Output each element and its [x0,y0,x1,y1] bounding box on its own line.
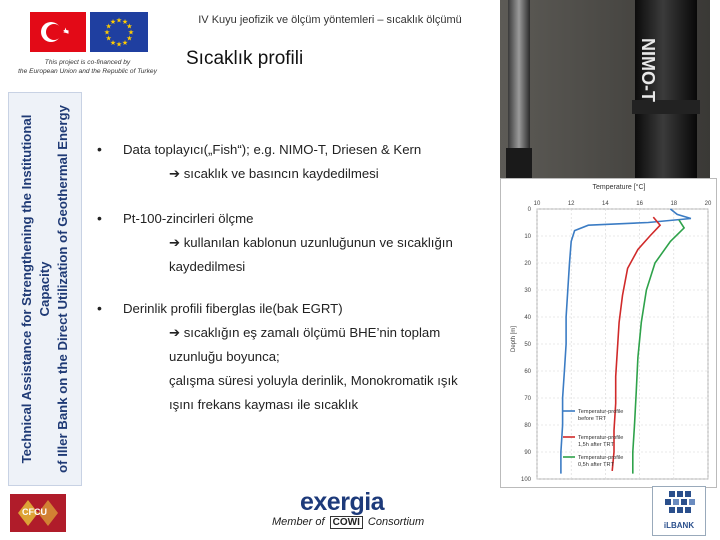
turkey-flag-emblem-icon [30,12,86,52]
series-line-2 [612,217,660,471]
cfcu-label: CFCU [22,507,47,517]
chart-canvas [501,179,716,487]
project-banner-text [18,93,72,485]
legend-label-3: 0,5h after TRT [578,462,614,468]
cofinance-line-1: This project is co-financed by [44,59,131,66]
ilbank-label: iLBANK [663,521,695,530]
data-logger-photo [500,0,710,180]
eu-star-icon: ★ [105,23,112,31]
y-tick-label: 100 [520,477,531,483]
bullet-main-text: Pt-100-zincirleri ölçme [123,211,254,226]
bullet-marker: • [97,300,102,316]
bullet-sub-text: uzunluğu boyunca; [169,349,280,364]
ilbank-logo [652,486,706,536]
y-tick-label: 50 [524,342,531,348]
temperature-profile-chart [500,178,717,488]
y-axis-label: Depth [m] [511,325,517,353]
x-tick-label: 10 [533,201,541,207]
y-tick-label: 20 [524,261,531,267]
eu-star-icon: ★ [121,39,129,47]
y-tick-label: 40 [524,315,531,321]
x-tick-label: 20 [704,201,712,207]
eu-star-icon: ★ [109,39,117,47]
eu-star-icon: ★ [105,35,112,43]
eu-star-icon: ★ [103,29,111,37]
bullet-item-1 [123,138,421,186]
bullet-sub-text: kaydedilmesi [169,259,246,274]
nimo-t-probe-illustration [500,0,710,180]
project-side-banner [8,92,82,486]
legend-label-1: Temperatur-profile [578,409,624,415]
y-tick-label: 60 [524,369,531,375]
bullet-main-text: Data toplayıcı(„Fish“); e.g. NIMO-T, Driesen & Kern [123,142,422,157]
eu-stars-icon [90,12,148,52]
member-prefix: Member of [272,516,325,528]
device-label: NIMO-T [638,38,658,102]
exergia-logo: exergia [300,488,385,516]
bullet-marker: • [97,210,102,226]
eu-star-icon: ★ [121,19,129,27]
y-tick-label: 90 [524,450,531,456]
eu-star-icon: ★ [126,23,133,31]
legend-label-3: Temperatur-profile [578,455,624,461]
y-tick-label: 80 [524,423,531,429]
eu-star-icon: ★ [126,35,133,43]
chart-title: Temperature [°C] [592,184,646,191]
bullet-sub-text: ışını frekans kayması ile sıcaklık [169,397,359,412]
x-tick-label: 18 [670,201,678,207]
cowi-logo: COWI [330,516,363,529]
cofinance-statement [0,58,175,76]
bullet-item-3 [123,297,503,417]
bullet-main-text: Derinlik profili fiberglas ile(bak EGRT) [123,301,343,316]
turkey-flag [30,12,86,52]
x-tick-label: 14 [602,201,609,207]
bullet-item-2 [123,207,453,279]
member-of-cowi-consortium [272,516,424,528]
project-banner-line-1: Technical Assistance for Strengthening the Institutional Capacity [19,114,52,464]
y-tick-label: 0 [527,207,531,213]
cofinance-line-2: the European Union and the Republic of Turkey [18,68,157,75]
eu-star-icon: ★ [115,41,123,49]
eu-star-icon: ★ [127,29,135,37]
legend-label-2: 1,5h after TRT [578,442,614,448]
series-line-1 [561,209,691,474]
bullet-sub-text: ➔ kullanılan kablonun uzunluğunun ve sıcaklığın [169,235,453,250]
bullet-sub-text: çalışma süresi yoluyla derinlik, Monokromatik ışık [169,373,458,388]
eu-flag [90,12,148,52]
ilbank-pattern-icon [653,487,705,521]
cfcu-logo [10,494,66,532]
bullet-marker: • [97,141,102,157]
slide-title: Sıcaklık profili [186,48,304,69]
bullet-sub-text: ➔ sıcaklık ve basıncın kaydedilmesi [169,166,379,181]
x-tick-label: 16 [636,201,643,207]
series-line-3 [633,220,684,474]
y-tick-label: 10 [524,234,531,240]
project-banner-line-2: of Iller Bank on the Direct Utilization of Geothermal Energy [55,105,70,473]
eu-star-icon: ★ [109,19,117,27]
legend-label-1: before TRT [578,416,607,422]
y-tick-label: 30 [524,288,531,294]
x-tick-label: 12 [567,201,575,207]
bullet-sub-text: ➔ sıcaklığın eş zamalı ölçümü BHE’nin toplam [169,325,441,340]
legend-label-2: Temperatur-profile [578,435,624,441]
top-title: IV Kuyu jeofizik ve ölçüm yöntemleri – sıcaklık ölçümü [198,14,462,26]
y-tick-label: 70 [524,396,531,402]
eu-star-icon: ★ [115,17,123,25]
member-suffix: Consortium [367,516,425,528]
